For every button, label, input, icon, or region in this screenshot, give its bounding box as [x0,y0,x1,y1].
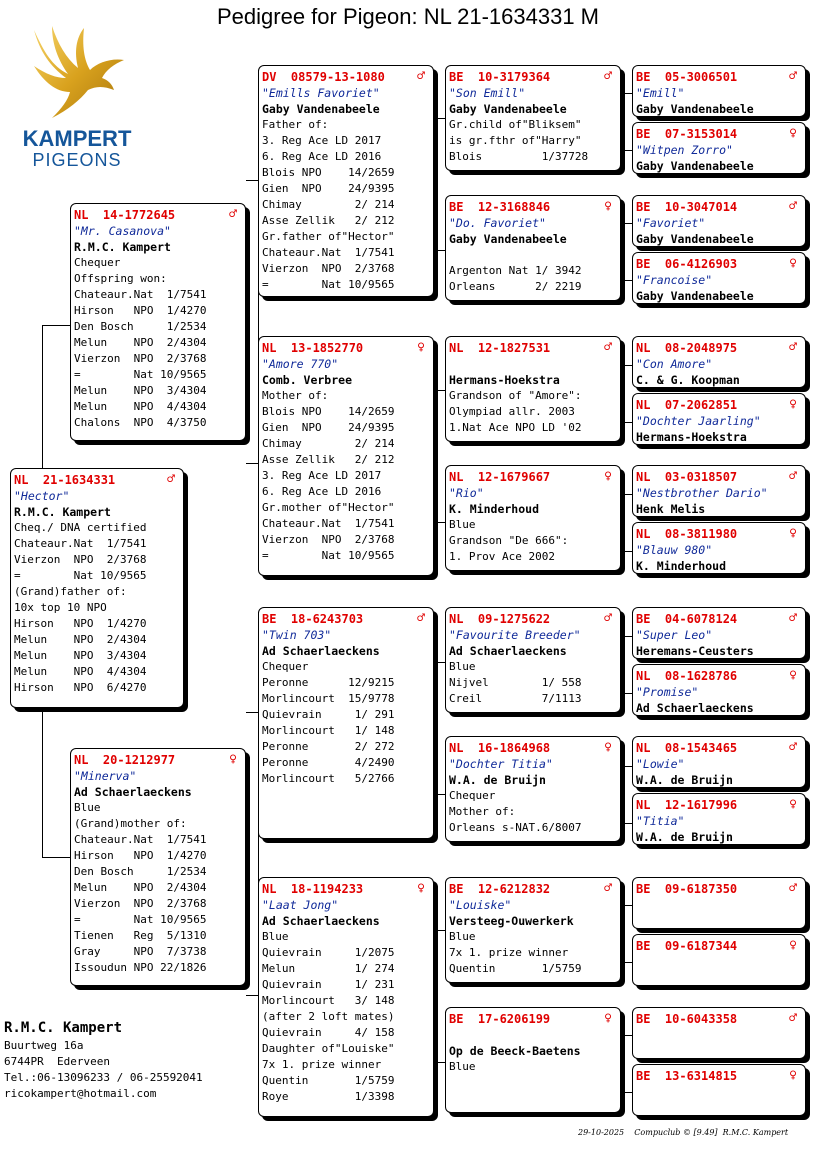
info-line: is gr.fthr of"Harry" [449,134,582,147]
ring-number: BE 05-3006501 [636,70,738,84]
info-line: 3. Reg Ace LD 2017 [262,469,382,482]
info-line: Nijvel 1/ 558 [449,676,582,689]
ring-number: NL 13-1852770 [262,341,364,355]
logo-text-kampert: KAMPERT [22,126,132,151]
info-line: Peronne 4/2490 [262,756,395,769]
male-icon: ♂ [789,740,797,755]
ring-number: BE 10-6043358 [636,1012,738,1026]
info-line: 6. Reg Ace LD 2016 [262,485,382,498]
male-icon: ♂ [604,69,612,84]
ring-number: NL 03-0318507 [636,470,738,484]
info-line: Grandson of "Amore": [449,389,582,402]
pigeon-card-gen3-5[interactable] [445,607,621,713]
pigeon-card-gen4-13[interactable] [632,877,806,929]
male-icon: ♂ [789,1011,797,1026]
breeder-address-line: Buurtweg 16a [4,1039,84,1052]
info-line: Vierzon NPO 2/3768 [14,553,147,566]
ring-number: NL 08-2048975 [636,341,738,355]
pigeon-card-grandsire-maternal[interactable] [258,607,434,839]
pigeon-card-gen4-5[interactable] [632,336,806,388]
logo-text-pigeons: PIGEONS [32,150,122,170]
pigeon-name: "Blauw 980" [636,543,713,557]
info-line: Gr.father of"Hector" [262,230,395,243]
info-line: Cheq./ DNA certified [14,521,147,534]
info-line: Chequer [74,256,121,269]
pigeon-owner: W.A. de Bruijn [636,773,733,787]
info-line: Blue [449,930,476,943]
male-icon: ♂ [417,69,425,84]
info-line: 10x top 10 NPO [14,601,107,614]
golden-dove-icon [22,22,132,127]
pigeon-owner: Gaby Vandenabeele [636,289,754,303]
info-line: Creil 7/1113 [449,692,582,705]
male-icon: ♂ [789,199,797,214]
info-line: Blue [262,930,289,943]
info-line: Quievrain 1/ 231 [262,978,395,991]
pigeon-owner: Hermans-Hoekstra [636,430,747,444]
info-line: Peronne 12/9215 [262,676,395,689]
info-line: Melun NPO 2/4304 [14,633,147,646]
ring-number: NL 16-1864968 [449,741,551,755]
pigeon-card-gen4-8[interactable] [632,522,806,574]
pigeon-owner: Gaby Vandenabeele [636,232,754,246]
ring-number: BE 12-6212832 [449,882,551,896]
info-line: Blois 1/37728 [449,150,589,163]
pigeon-card-gen4-1[interactable] [632,65,806,117]
pigeon-owner: Heremans-Ceusters [636,644,754,658]
pigeon-name [449,356,620,372]
pigeon-name: "Laat Jong" [262,898,339,912]
pigeon-owner: Gaby Vandenabeele [449,102,567,116]
pigeon-name: "Super Leo" [636,628,713,642]
info-line: = Nat 10/9565 [74,913,207,926]
pigeon-name: "Lowie" [636,757,685,771]
female-icon: ♀ [789,797,797,812]
info-line: Chateaur.Nat 1/7541 [14,537,147,550]
info-line: Chateaur.Nat 1/7541 [74,833,207,846]
pigeon-owner: W.A. de Bruijn [449,773,546,787]
info-line: 7x 1. prize winner [262,1058,382,1071]
female-icon: ♀ [604,469,612,484]
info-line: Morlincourt 1/ 148 [262,724,395,737]
female-icon: ♀ [229,752,237,767]
info-line: (Grand)mother of: [74,817,187,830]
ring-number: NL 20-1212977 [74,753,176,767]
info-line: Asse Zellik 2/ 212 [262,453,395,466]
male-icon: ♂ [789,611,797,626]
pigeon-owner: C. & G. Koopman [636,373,740,387]
pigeon-owner: Gaby Vandenabeele [262,102,380,116]
pigeon-card-granddam-maternal[interactable] [258,877,434,1117]
info-line: Chateaur.Nat 1/7541 [262,246,395,259]
pigeon-name: "Emills Favoriet" [262,86,380,100]
info-line: Melun NPO 2/4304 [74,336,207,349]
pigeon-owner: Hermans-Hoekstra [449,373,560,387]
ring-number: BE 06-4126903 [636,257,738,271]
pigeon-card-gen3-4[interactable] [445,465,621,571]
pigeon-name: "Mr. Casanova" [74,224,171,238]
ring-number: BE 07-3153014 [636,127,738,141]
info-line: Melun NPO 4/4304 [14,665,147,678]
info-line: Roye 1/3398 [262,1090,395,1103]
info-line: Chequer [449,789,496,802]
info-line: Blue [449,1060,476,1073]
info-line: Tienen Reg 5/1310 [74,929,207,942]
pigeon-card-gen4-15[interactable] [632,1007,806,1059]
info-line: Blois NPO 14/2659 [262,166,395,179]
pigeon-card-gen4-11[interactable] [632,736,806,788]
pigeon-card-gen3-6[interactable] [445,736,621,842]
info-line: Asse Zellik 2/ 212 [262,214,395,227]
pigeon-name: "Con Amore" [636,357,713,371]
female-icon: ♀ [417,881,425,896]
info-line: Morlincourt 3/ 148 [262,994,395,1007]
ring-number: NL 07-2062851 [636,398,738,412]
female-icon: ♀ [604,199,612,214]
pigeon-owner: K. Minderhoud [636,559,727,573]
female-icon: ♀ [604,1011,612,1026]
pigeon-card-subject[interactable] [10,468,184,708]
info-line: 7x 1. prize winner [449,946,569,959]
info-line: = Nat 10/9565 [262,278,395,291]
female-icon: ♀ [789,1068,797,1083]
pigeon-card-gen3-3[interactable] [445,336,621,442]
ring-number: NL 21-1634331 [14,473,116,487]
male-icon: ♂ [789,69,797,84]
pigeon-owner: Gaby Vandenabeele [636,102,754,116]
info-line: Hirson NPO 1/4270 [74,849,207,862]
ring-number: DV 08579-13-1080 [262,70,385,84]
pigeon-name: "Emill" [636,86,685,100]
female-icon: ♀ [789,668,797,683]
breeder-name: R.M.C. Kampert [4,1020,123,1036]
breeder-phone: Tel.:06-13096233 / 06-25592041 [4,1071,203,1084]
info-line: Peronne 2/ 272 [262,740,395,753]
info-line: Quievrain 1/2075 [262,946,395,959]
male-icon: ♂ [229,207,237,222]
pigeon-name: "Favoriet" [636,216,706,230]
pigeon-name: "Promise" [636,685,699,699]
pigeon-owner: Henk Melis [636,502,706,516]
info-line: Chalons NPO 4/3750 [74,416,207,429]
pigeon-name: "Titia" [636,814,685,828]
pigeon-owner: Comb. Verbree [262,373,353,387]
pigeon-card-gen4-3[interactable] [632,195,806,247]
info-line: Vierzon NPO 2/3768 [262,533,395,546]
info-line: Den Bosch 1/2534 [74,865,207,878]
ring-number: BE 09-6187344 [636,939,738,953]
pigeon-card-gen4-9[interactable] [632,607,806,659]
info-line: Melun NPO 4/4304 [74,400,207,413]
breeder-contact [4,1018,203,1102]
info-line: Gien NPO 24/9395 [262,421,395,434]
male-icon: ♂ [789,469,797,484]
info-line: Mother of: [262,389,329,402]
pigeon-owner: Ad Schaerlaeckens [74,785,192,799]
ring-number: NL 18-1194233 [262,882,364,896]
info-line: Hirson NPO 6/4270 [14,681,147,694]
info-line: Orleans s-NAT.6/8007 [449,821,582,834]
pigeon-card-gen4-14[interactable] [632,934,806,986]
info-line: Gr.child of"Bliksem" [449,118,582,131]
info-line: (after 2 loft mates) [262,1010,395,1023]
ring-number: NL 12-1617996 [636,798,738,812]
ring-number: BE 04-6078124 [636,612,738,626]
info-line: Quentin 1/5759 [262,1074,395,1087]
info-line: Hirson NPO 1/4270 [74,304,207,317]
info-line: Blue [74,801,101,814]
info-line: = Nat 10/9565 [262,549,395,562]
pigeon-owner: Gaby Vandenabeele [636,159,754,173]
pigeon-name: "Twin 703" [262,628,332,642]
breeder-email[interactable]: ricokampert@hotmail.com [4,1087,157,1100]
pigeon-owner: Ad Schaerlaeckens [262,914,380,928]
info-line: Chateaur.Nat 1/7541 [262,517,395,530]
info-line: Quievrain 1/ 291 [262,708,395,721]
info-line: Morlincourt 5/2766 [262,772,395,785]
pigeon-name: "Dochter Jaarling" [636,414,761,428]
ring-number: NL 08-1628786 [636,669,738,683]
info-line: Melun NPO 3/4304 [74,384,207,397]
info-line: Quentin 1/5759 [449,962,582,975]
pigeon-name [449,1027,620,1043]
pigeon-card-gen4-7[interactable] [632,465,806,517]
pigeon-owner: Op de Beeck-Baetens [449,1044,581,1058]
info-line: 1. Prov Ace 2002 [449,550,555,563]
pigeon-name: "Minerva" [74,769,137,783]
pigeon-card-gen4-6[interactable] [632,393,806,445]
info-line: Grandson "De 666": [449,534,569,547]
ring-number: BE 13-6314815 [636,1069,738,1083]
pigeon-name: "Nestbrother Dario" [636,486,768,500]
ring-number: NL 08-3811980 [636,527,738,541]
info-line: Melun NPO 2/4304 [74,881,207,894]
pigeon-card-grandsire-paternal[interactable] [258,65,434,297]
male-icon: ♂ [604,340,612,355]
info-line: Vierzon NPO 2/3768 [74,897,207,910]
info-line: Chimay 2/ 214 [262,198,395,211]
pigeon-owner: R.M.C. Kampert [14,505,111,519]
pigeon-name: "Hector" [14,489,70,503]
info-line: = Nat 10/9565 [74,368,207,381]
breeder-address-line: 6744PR Ederveen [4,1055,110,1068]
info-line: Daughter of"Louiske" [262,1042,395,1055]
footer-credits: 29-10-2025 Compuclub © [9.49] R.M.C. Kampert [578,1128,789,1137]
info-line: Issoudun NPO 22/1826 [74,961,207,974]
info-line: Melun NPO 3/4304 [14,649,147,662]
pigeon-name: "Witpen Zorro" [636,143,733,157]
info-line: Chimay 2/ 214 [262,437,395,450]
pigeon-name: "Rio" [449,486,484,500]
info-line: Argenton Nat 1/ 3942 [449,264,582,277]
info-line: Vierzon NPO 2/3768 [74,352,207,365]
pigeon-card-gen3-8[interactable] [445,1007,621,1113]
info-line: Blue [449,518,476,531]
male-icon: ♂ [417,611,425,626]
pigeon-name: "Son Emill" [449,86,526,100]
ring-number: NL 12-1827531 [449,341,551,355]
male-icon: ♂ [789,881,797,896]
info-line: Blois NPO 14/2659 [262,405,395,418]
pigeon-name: "Dochter Titia" [449,757,553,771]
pigeon-card-gen4-12[interactable] [632,793,806,845]
female-icon: ♀ [789,397,797,412]
pigeon-owner: Ad Schaerlaeckens [262,644,380,658]
info-line: (Grand)father of: [14,585,127,598]
ring-number: BE 12-3168846 [449,200,551,214]
pigeon-card-gen4-16[interactable] [632,1064,806,1116]
ring-number: NL 12-1679667 [449,470,551,484]
pigeon-owner: W.A. de Bruijn [636,830,733,844]
pigeon-owner: Ad Schaerlaeckens [636,701,754,715]
info-line: Hirson NPO 1/4270 [14,617,147,630]
pigeon-name: "Francoise" [636,273,713,287]
info-line [449,247,620,263]
male-icon: ♂ [604,881,612,896]
ring-number: NL 14-1772645 [74,208,176,222]
ring-number: BE 10-3047014 [636,200,738,214]
pigeon-owner: K. Minderhoud [449,502,540,516]
male-icon: ♂ [789,340,797,355]
ring-number: BE 10-3179364 [449,70,551,84]
info-line: Father of: [262,118,329,131]
info-line: Gray NPO 7/3738 [74,945,207,958]
male-icon: ♂ [167,472,175,487]
pigeon-owner: Gaby Vandenabeele [449,232,567,246]
info-line: Blue [449,660,476,673]
pigeon-name: "Do. Favoriet" [449,216,546,230]
info-line: 1.Nat Ace NPO LD '02 [449,421,582,434]
female-icon: ♀ [789,938,797,953]
pigeon-card-gen3-7[interactable] [445,877,621,983]
pigeon-card-gen4-10[interactable] [632,664,806,716]
female-icon: ♀ [789,126,797,141]
info-line: Gr.mother of"Hector" [262,501,395,514]
female-icon: ♀ [417,340,425,355]
info-line: 6. Reg Ace LD 2016 [262,150,382,163]
info-line: Quievrain 4/ 158 [262,1026,395,1039]
pigeon-card-gen4-4[interactable] [632,252,806,304]
info-line: Mother of: [449,805,516,818]
pigeon-owner: Ad Schaerlaeckens [449,644,567,658]
page-title: Pedigree for Pigeon: NL 21-1634331 M [217,4,599,29]
info-line: = Nat 10/9565 [14,569,147,582]
pigeon-card-gen3-1[interactable] [445,65,621,171]
info-line: Vierzon NPO 2/3768 [262,262,395,275]
pigeon-card-gen3-2[interactable] [445,195,621,301]
female-icon: ♀ [789,256,797,271]
info-line: Orleans 2/ 2219 [449,280,582,293]
info-line: Gien NPO 24/9395 [262,182,395,195]
ring-number: BE 09-6187350 [636,882,738,896]
female-icon: ♀ [789,526,797,541]
info-line: Olympiad allr. 2003 [449,405,575,418]
info-line: Chateaur.Nat 1/7541 [74,288,207,301]
info-line: 3. Reg Ace LD 2017 [262,134,382,147]
pigeon-card-sire[interactable] [70,203,246,441]
male-icon: ♂ [604,611,612,626]
pigeon-card-dam[interactable] [70,748,246,986]
pigeon-owner: Versteeg-Ouwerkerk [449,914,574,928]
female-icon: ♀ [604,740,612,755]
info-line: Morlincourt 15/9778 [262,692,395,705]
pigeon-name: "Amore 770" [262,357,339,371]
kampert-pigeons-logo [22,22,132,172]
ring-number: BE 17-6206199 [449,1012,551,1026]
info-line: Den Bosch 1/2534 [74,320,207,333]
pigeon-name: "Louiske" [449,898,512,912]
ring-number: NL 08-1543465 [636,741,738,755]
pigeon-card-gen4-2[interactable] [632,122,806,174]
pigeon-owner: R.M.C. Kampert [74,240,171,254]
info-line: Chequer [262,660,309,673]
pigeon-card-granddam-paternal[interactable] [258,336,434,576]
ring-number: BE 18-6243703 [262,612,364,626]
info-line: Melun 1/ 274 [262,962,395,975]
ring-number: NL 09-1275622 [449,612,551,626]
info-line: Offspring won: [74,272,167,285]
pigeon-name: "Favourite Breeder" [449,628,581,642]
